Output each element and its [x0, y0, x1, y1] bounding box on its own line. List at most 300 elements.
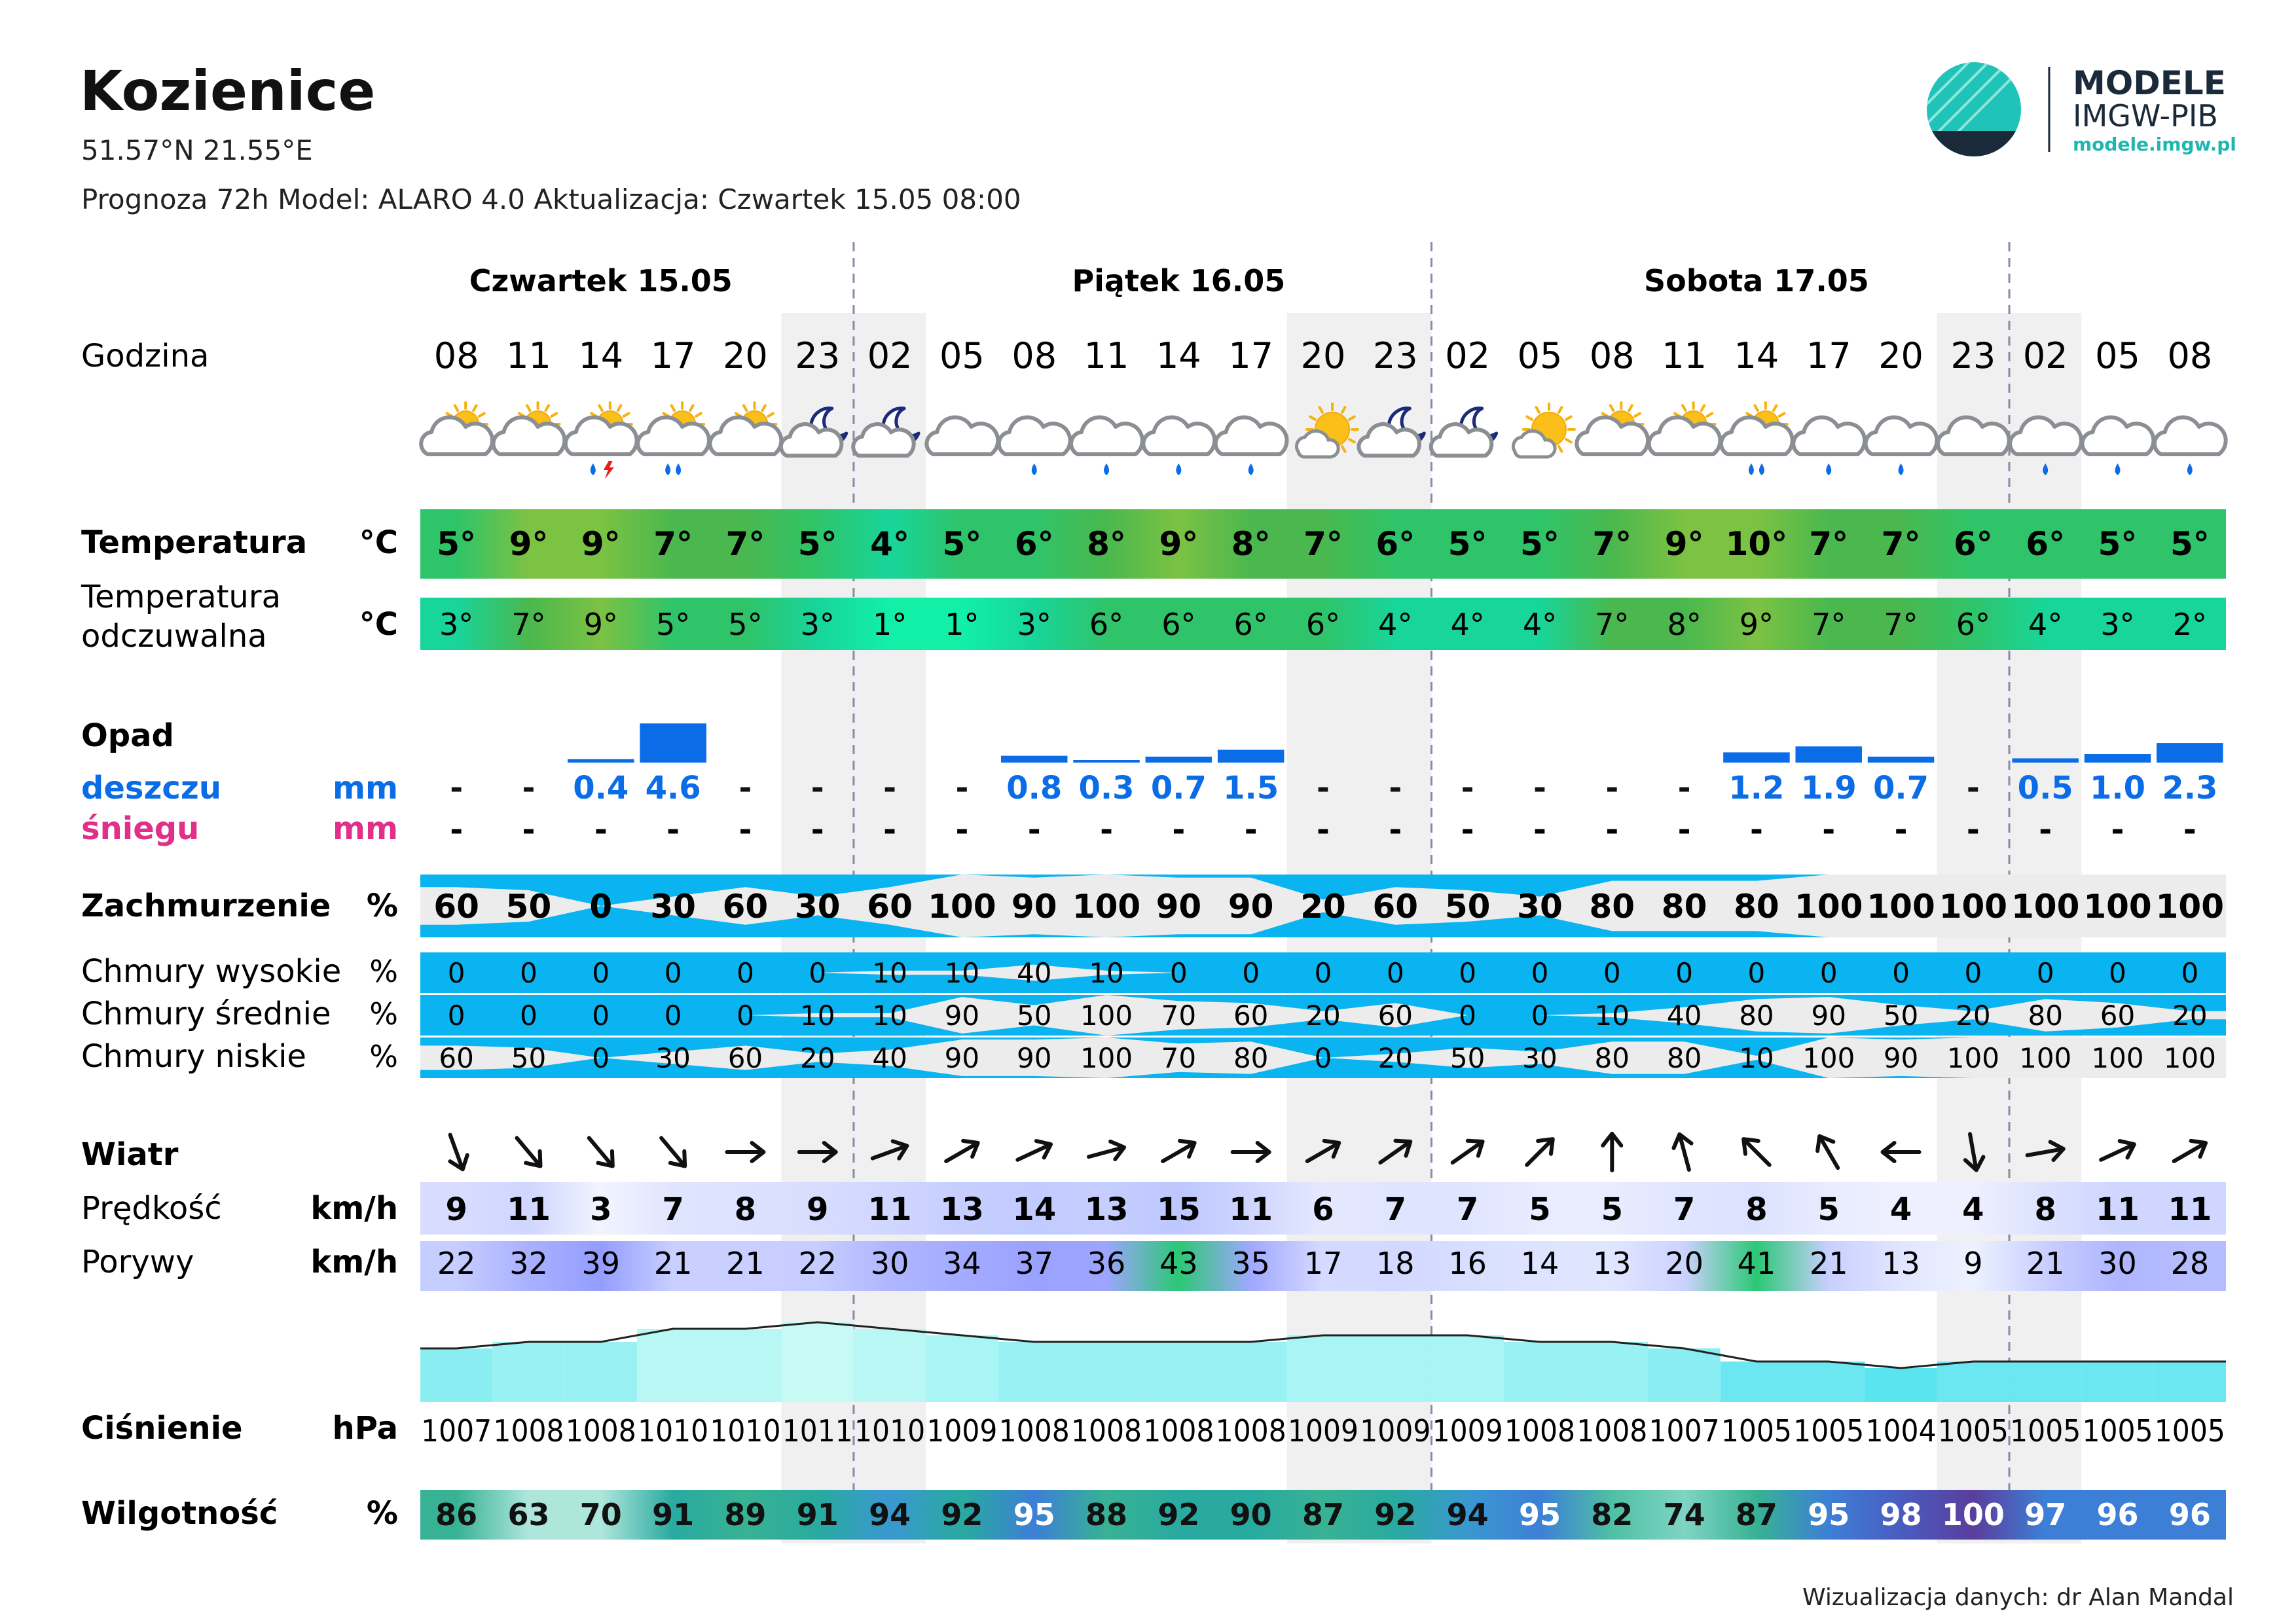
- temperature-label: Temperatura: [81, 524, 308, 561]
- hour-tick: 02: [2022, 335, 2068, 376]
- pressure-bar: [1504, 1342, 1576, 1402]
- feels-like-unit: °C: [359, 606, 398, 643]
- cloud-high-value: 0: [1747, 957, 1766, 989]
- cloud-total-value: 90: [1228, 888, 1274, 926]
- partly-sunny-icon: [421, 403, 492, 454]
- temperature-value: 6°: [1953, 525, 1993, 563]
- humidity-unit: %: [366, 1495, 398, 1532]
- snow-value: -: [1749, 812, 1763, 848]
- pressure-bar: [709, 1329, 781, 1402]
- gust-value: 13: [1593, 1246, 1631, 1281]
- pressure-bar: [2009, 1362, 2081, 1402]
- gust-value: 18: [1376, 1246, 1415, 1281]
- pressure-value: 1007: [421, 1413, 492, 1449]
- temperature-value: 5°: [1448, 525, 1487, 563]
- wind-arrow-icon: [1671, 1132, 1698, 1172]
- humidity-value: 100: [1941, 1497, 2005, 1532]
- temperature-value: 5°: [797, 525, 837, 563]
- wind-arrow-icon: [441, 1132, 471, 1172]
- temperature-value: 6°: [1014, 525, 1054, 563]
- cloud-mid-value: 0: [1459, 1000, 1477, 1032]
- rain-bar: [1146, 757, 1212, 763]
- cloud-mid-value: 0: [664, 1000, 682, 1032]
- wind-speed-label: Prędkość: [81, 1190, 222, 1227]
- cloud-low-value: 10: [1739, 1042, 1774, 1074]
- cloud-mid-value: 10: [872, 1000, 907, 1032]
- cloud-total-value: 50: [1444, 888, 1491, 926]
- feels-like-value: 4°: [1522, 607, 1558, 642]
- cloud-low-value: 70: [1161, 1042, 1197, 1074]
- gust-value: 14: [1520, 1246, 1559, 1281]
- feels-like-label: Temperatura: [81, 579, 281, 615]
- wind-speed-value: 14: [1012, 1191, 1057, 1228]
- partly-sunny-rain-icon: [638, 403, 709, 475]
- snow-value: -: [1389, 812, 1402, 848]
- gust-value: 9: [1963, 1246, 1983, 1281]
- wind-speed-value: 11: [2168, 1191, 2212, 1228]
- pressure-value: 1004: [1865, 1413, 1937, 1449]
- hour-tick: 23: [795, 335, 841, 376]
- hour-tick: 08: [1011, 335, 1057, 376]
- temperature-value: 4°: [870, 525, 909, 563]
- cloud-high-value: 0: [1242, 957, 1260, 989]
- logo-line2: IMGW-PIB: [2073, 98, 2218, 134]
- snow-value: -: [594, 812, 608, 848]
- cloud-mid-value: 0: [520, 1000, 538, 1032]
- cloud-low-value: 20: [1377, 1042, 1413, 1074]
- cloud-mid-unit: %: [369, 996, 398, 1032]
- feels-like-value: 4°: [1378, 607, 1413, 642]
- pressure-label: Ciśnienie: [81, 1410, 243, 1447]
- wind-arrow-icon: [1233, 1143, 1269, 1161]
- rain-value: -: [811, 770, 824, 806]
- partly-sunny-icon: [1649, 403, 1721, 454]
- cloud-total-value: 100: [1939, 888, 2008, 926]
- rain-value: 0.7: [1150, 770, 1207, 806]
- wind-arrow-icon: [727, 1143, 763, 1161]
- cloud-high-value: 0: [809, 957, 827, 989]
- humidity-value: 70: [579, 1497, 622, 1532]
- cloud-total-value: 100: [1867, 888, 1935, 926]
- cloud-mid-value: 20: [1305, 1000, 1341, 1032]
- wind-arrow-icon: [1013, 1136, 1055, 1168]
- wind-arrow-icon: [2170, 1135, 2210, 1169]
- coordinates: 51.57°N 21.55°E: [81, 134, 313, 166]
- rain-value: 0.8: [1006, 770, 1063, 806]
- pressure-bar: [1359, 1335, 1431, 1402]
- rain-value: 0.3: [1078, 770, 1135, 806]
- day-header: Piątek 16.05: [1072, 263, 1286, 298]
- snow-unit: mm: [332, 810, 398, 847]
- humidity-value: 91: [796, 1497, 839, 1532]
- gust-value: 35: [1231, 1246, 1270, 1281]
- cloud-total-value: 100: [1072, 888, 1141, 926]
- hour-tick: 23: [1950, 335, 1996, 376]
- snow-value: -: [1966, 812, 1980, 848]
- temperature-value: 5°: [942, 525, 982, 563]
- rain-bar: [1218, 750, 1284, 763]
- hour-tick: 05: [1517, 335, 1563, 376]
- snow-value: -: [955, 812, 969, 848]
- day-header: Czwartek 15.05: [469, 263, 733, 298]
- snow-value: -: [1533, 812, 1546, 848]
- hour-tick: 02: [867, 335, 913, 376]
- pressure-bar: [2081, 1362, 2153, 1402]
- feels-like-value: 6°: [1161, 607, 1196, 642]
- cloud-low-value: 30: [655, 1042, 691, 1074]
- cloud-mid-value: 80: [2028, 1000, 2063, 1032]
- cloud-low-value: 90: [944, 1042, 980, 1074]
- logo-line1: MODELE: [2073, 64, 2226, 102]
- humidity-value: 90: [1230, 1497, 1272, 1532]
- cloud-high-value: 0: [2109, 957, 2126, 989]
- partly-sunny-icon: [1576, 403, 1648, 454]
- wind-arrow-icon: [1520, 1132, 1559, 1171]
- cloud-low-value: 20: [800, 1042, 835, 1074]
- pressure-bar: [926, 1335, 998, 1402]
- cloud-unit: %: [366, 888, 398, 924]
- rain-value: -: [1389, 770, 1402, 806]
- gust-value: 21: [2026, 1246, 2065, 1281]
- cloud-total-value: 100: [928, 888, 996, 926]
- temperature-value: 7°: [1303, 525, 1343, 563]
- pressure-value: 1008: [1215, 1413, 1286, 1449]
- rain-bar: [1723, 752, 1789, 763]
- cloud-mid-value: 10: [800, 1000, 835, 1032]
- wind-speed-value: 11: [2096, 1191, 2140, 1228]
- wind-speed-value: 5: [1529, 1191, 1551, 1228]
- pressure-value: 1009: [1287, 1413, 1359, 1449]
- rain-unit: mm: [332, 770, 398, 806]
- rain-value: -: [1317, 770, 1330, 806]
- gust-unit: km/h: [310, 1244, 398, 1280]
- wind-speed-value: 8: [2034, 1191, 2056, 1228]
- cloud-low-value: 60: [439, 1042, 474, 1074]
- wind-speed-value: 4: [1962, 1191, 1984, 1228]
- temperature-value: 7°: [725, 525, 765, 563]
- rain-value: -: [1966, 770, 1980, 806]
- snow-value: -: [1317, 812, 1330, 848]
- cloud-mid-value: 50: [1883, 1000, 1919, 1032]
- cloud-high-value: 0: [1675, 957, 1693, 989]
- cloud-high-value: 0: [592, 957, 610, 989]
- humidity-value: 92: [1157, 1497, 1200, 1532]
- rain-value: 0.5: [2017, 770, 2073, 806]
- feels-like-value: 7°: [1812, 607, 1846, 642]
- cloud-high-unit: %: [369, 954, 398, 989]
- humidity-value: 87: [1735, 1497, 1777, 1532]
- partly-sunny-thunder-rain-icon: [566, 403, 637, 479]
- feels-like-value: 3°: [1017, 607, 1051, 642]
- gust-value: 21: [1809, 1246, 1848, 1281]
- wind-arrow-icon: [1158, 1135, 1199, 1169]
- temperature-value: 5°: [2170, 525, 2210, 563]
- cloud-low-value: 0: [592, 1042, 610, 1074]
- wind-speed-value: 5: [1817, 1191, 1840, 1228]
- temperature-value: 9°: [1664, 525, 1704, 563]
- rain-bar: [2012, 759, 2078, 763]
- cloud-low-value: 50: [511, 1042, 547, 1074]
- cloud-low-value: 0: [1314, 1042, 1332, 1074]
- cloud-mid-value: 0: [1531, 1000, 1549, 1032]
- cloud-high-value: 10: [872, 957, 907, 989]
- temperature-value: 6°: [2026, 525, 2066, 563]
- wind-speed-value: 5: [1601, 1191, 1623, 1228]
- cloud-low-value: 80: [1233, 1042, 1269, 1074]
- cloud-low-value: 100: [1946, 1042, 1999, 1074]
- rain-value: -: [1677, 770, 1691, 806]
- rain-bar: [640, 723, 706, 763]
- feels-like-label-2: odczuwalna: [81, 618, 267, 655]
- day-header: Sobota 17.05: [1644, 263, 1869, 298]
- snow-value: -: [738, 812, 752, 848]
- cloud-high-value: 0: [1892, 957, 1910, 989]
- cloud-high-value: 0: [1819, 957, 1838, 989]
- wind-speed-value: 8: [1745, 1191, 1768, 1228]
- wind-speed-value: 13: [1084, 1191, 1129, 1228]
- rain-value: -: [1461, 770, 1474, 806]
- cloud-low-value: 100: [1080, 1042, 1133, 1074]
- hour-tick: 23: [1372, 335, 1418, 376]
- hour-tick: 11: [1084, 335, 1129, 376]
- wind-speed-value: 7: [1673, 1191, 1696, 1228]
- cloud-high-value: 0: [664, 957, 682, 989]
- cloud-mid-label: Chmury średnie: [81, 996, 331, 1032]
- gust-value: 20: [1665, 1246, 1704, 1281]
- temperature-value: 5°: [437, 525, 477, 563]
- feels-like-value: 6°: [1089, 607, 1124, 642]
- feels-like-value: 7°: [1884, 607, 1918, 642]
- snow-value: -: [1027, 812, 1041, 848]
- humidity-value: 96: [2168, 1497, 2211, 1532]
- feels-like-value: 9°: [583, 607, 618, 642]
- pressure-value: 1005: [1793, 1413, 1865, 1449]
- cloud-icon: [926, 417, 998, 454]
- pressure-value: 1005: [1721, 1413, 1792, 1449]
- pressure-value: 1005: [2010, 1413, 2081, 1449]
- humidity-label: Wilgotność: [81, 1495, 278, 1532]
- pressure-value: 1008: [1576, 1413, 1648, 1449]
- pressure-bar: [1793, 1362, 1865, 1402]
- cloud-total-value: 100: [2155, 888, 2225, 926]
- temperature-value: 9°: [581, 525, 621, 563]
- wind-speed-value: 15: [1156, 1191, 1201, 1228]
- humidity-value: 92: [941, 1497, 983, 1532]
- cloud-mid-value: 90: [944, 1000, 980, 1032]
- pressure-value: 1008: [1504, 1413, 1576, 1449]
- humidity-value: 94: [869, 1497, 911, 1532]
- cloud-high-value: 0: [520, 957, 538, 989]
- cloud-high-value: 0: [737, 957, 754, 989]
- rain-label: deszczu: [81, 770, 221, 806]
- temperature-value: 9°: [1159, 525, 1199, 563]
- cloud-low-value: 60: [727, 1042, 763, 1074]
- cloud-low-value: 90: [1016, 1042, 1052, 1074]
- pressure-value: 1010: [854, 1413, 926, 1449]
- feels-like-value: 7°: [511, 607, 546, 642]
- temperature-value: 7°: [653, 525, 693, 563]
- snow-value: -: [1100, 812, 1114, 848]
- snow-value: -: [2111, 812, 2124, 848]
- feels-like-value: 6°: [1305, 607, 1341, 642]
- cloud-high-value: 0: [1964, 957, 1982, 989]
- pressure-value: 1010: [638, 1413, 709, 1449]
- gust-value: 13: [1882, 1246, 1920, 1281]
- rain-value: -: [1605, 770, 1619, 806]
- humidity-value: 94: [1446, 1497, 1489, 1532]
- rain-value: 1.0: [2090, 770, 2146, 806]
- rain-bar: [1868, 757, 1934, 763]
- wind-speed-value: 4: [1889, 1191, 1912, 1228]
- humidity-value: 88: [1085, 1497, 1128, 1532]
- pressure-value: 1009: [1432, 1413, 1503, 1449]
- cloud-total-value: 30: [794, 888, 841, 926]
- cloud-rain-icon: [1143, 417, 1214, 475]
- cloud-total-value: 60: [867, 888, 913, 926]
- feels-like-value: 5°: [728, 607, 763, 642]
- humidity-value: 86: [435, 1497, 478, 1532]
- hour-tick: 20: [1878, 335, 1923, 376]
- cloud-total-value: 50: [505, 888, 552, 926]
- feels-like-value: 9°: [1739, 607, 1774, 642]
- humidity-value: 95: [1013, 1497, 1055, 1532]
- rain-value: 0.4: [573, 770, 629, 806]
- feels-like-value: 3°: [800, 607, 835, 642]
- rain-value: -: [522, 770, 536, 806]
- cloud-total-value: 30: [1517, 888, 1563, 926]
- forecast-info: Prognoza 72h Model: ALARO 4.0 Aktualizacja: Czwartek 15.05 08:00: [81, 183, 1021, 215]
- hour-label: Godzina: [81, 338, 210, 374]
- feels-like-value: 4°: [2028, 607, 2063, 642]
- humidity-value: 89: [724, 1497, 767, 1532]
- snow-value: -: [522, 812, 536, 848]
- cloud-total-value: 60: [433, 888, 479, 926]
- cloud-low-value: 40: [872, 1042, 907, 1074]
- wind-arrow-icon: [2097, 1136, 2138, 1168]
- cloud-high-value: 0: [1459, 957, 1477, 989]
- cloud-total-value: 0: [589, 888, 613, 926]
- wind-speed-value: 7: [1456, 1191, 1479, 1228]
- cloud-mid-value: 0: [447, 1000, 465, 1032]
- pressure-value: 1011: [782, 1413, 853, 1449]
- wind-arrow-icon: [941, 1135, 982, 1169]
- temperature-value: 6°: [1376, 525, 1415, 563]
- temperature-value: 5°: [1520, 525, 1559, 563]
- cloud-total-value: 80: [1734, 888, 1779, 926]
- wind-arrow-icon: [1448, 1134, 1488, 1170]
- pressure-bar: [1576, 1342, 1648, 1402]
- snow-value: -: [1822, 812, 1836, 848]
- wind-speed-value: 11: [1229, 1191, 1273, 1228]
- temperature-unit: °C: [359, 524, 398, 561]
- wind-speed-value: 11: [867, 1191, 912, 1228]
- pressure-value: 1008: [1070, 1413, 1142, 1449]
- snow-label: śniegu: [81, 810, 200, 847]
- cloud-total-value: 60: [1372, 888, 1419, 926]
- pressure-bar: [1287, 1335, 1359, 1402]
- temperature-value: 8°: [1087, 525, 1126, 563]
- cloud-total-value: 80: [1661, 888, 1707, 926]
- cloud-total-value: 100: [1795, 888, 1863, 926]
- cloud-low-value: 100: [1802, 1042, 1855, 1074]
- rain-bar: [1073, 760, 1139, 763]
- hour-tick: 02: [1445, 335, 1490, 376]
- cloud-high-value: 0: [447, 957, 465, 989]
- snow-value: -: [1677, 812, 1691, 848]
- humidity-value: 63: [507, 1497, 550, 1532]
- snow-value: -: [2039, 812, 2052, 848]
- pressure-value: 1005: [2082, 1413, 2153, 1449]
- rain-bar: [1001, 756, 1067, 763]
- gust-value: 22: [437, 1246, 476, 1281]
- pressure-value: 1009: [1360, 1413, 1431, 1449]
- feels-like-value: 8°: [1667, 607, 1702, 642]
- pressure-value: 1005: [1937, 1413, 2009, 1449]
- hour-tick: 08: [1589, 335, 1635, 376]
- cloud-high-value: 0: [1386, 957, 1404, 989]
- gust-value: 39: [581, 1246, 621, 1281]
- feels-like-value: 7°: [1595, 607, 1630, 642]
- cloud-mid-value: 50: [1016, 1000, 1052, 1032]
- rain-bar: [2085, 754, 2151, 763]
- cloud-rain-icon: [1216, 417, 1287, 475]
- cloud-rain-icon: [2083, 417, 2154, 475]
- rain-value: 1.2: [1728, 770, 1785, 806]
- hour-tick: 08: [433, 335, 479, 376]
- feels-like-value: 5°: [655, 607, 691, 642]
- cloud-high-value: 10: [1089, 957, 1124, 989]
- cloud-low-value: 90: [1883, 1042, 1919, 1074]
- snow-value: -: [666, 812, 680, 848]
- humidity-value: 97: [2024, 1497, 2067, 1532]
- cloud-high-label: Chmury wysokie: [81, 953, 342, 990]
- feels-like-value: 3°: [439, 607, 474, 642]
- wind-speed-value: 13: [940, 1191, 984, 1228]
- feels-like-value: 2°: [2172, 607, 2207, 642]
- gust-value: 28: [2170, 1246, 2210, 1281]
- pressure-bar: [1215, 1342, 1287, 1402]
- feels-like-value: 6°: [1233, 607, 1268, 642]
- pressure-bar: [1648, 1348, 1720, 1402]
- pressure-bar: [1431, 1335, 1503, 1402]
- logo-url[interactable]: modele.imgw.pl: [2073, 134, 2236, 155]
- cloud-mid-value: 100: [1080, 1000, 1133, 1032]
- pressure-bar: [420, 1348, 492, 1402]
- gust-value: 32: [509, 1246, 548, 1281]
- pressure-bar: [492, 1342, 564, 1402]
- gust-value: 21: [653, 1246, 693, 1281]
- cloud-mid-value: 90: [1811, 1000, 1846, 1032]
- cloud-low-value: 30: [1522, 1042, 1558, 1074]
- cloud-low-value: 100: [2091, 1042, 2144, 1074]
- cloud-high-value: 0: [2181, 957, 2199, 989]
- gust-value: 16: [1448, 1246, 1487, 1281]
- cloud-high-value: 0: [1314, 957, 1332, 989]
- wind-speed-value: 3: [590, 1191, 612, 1228]
- pressure-bar: [1937, 1362, 2009, 1402]
- wind-arrow-icon: [1883, 1143, 1920, 1161]
- cloud-low-value: 80: [1594, 1042, 1630, 1074]
- cloud-rain-icon: [999, 417, 1070, 475]
- pressure-value: 1010: [710, 1413, 781, 1449]
- hour-tick: 05: [939, 335, 985, 376]
- pressure-value: 1008: [998, 1413, 1070, 1449]
- partly-sunny-rain-icon: [1721, 403, 1793, 475]
- pressure-unit: hPa: [332, 1410, 398, 1447]
- snow-value: -: [1461, 812, 1474, 848]
- gust-value: 22: [798, 1246, 837, 1281]
- rain-bar: [568, 759, 634, 763]
